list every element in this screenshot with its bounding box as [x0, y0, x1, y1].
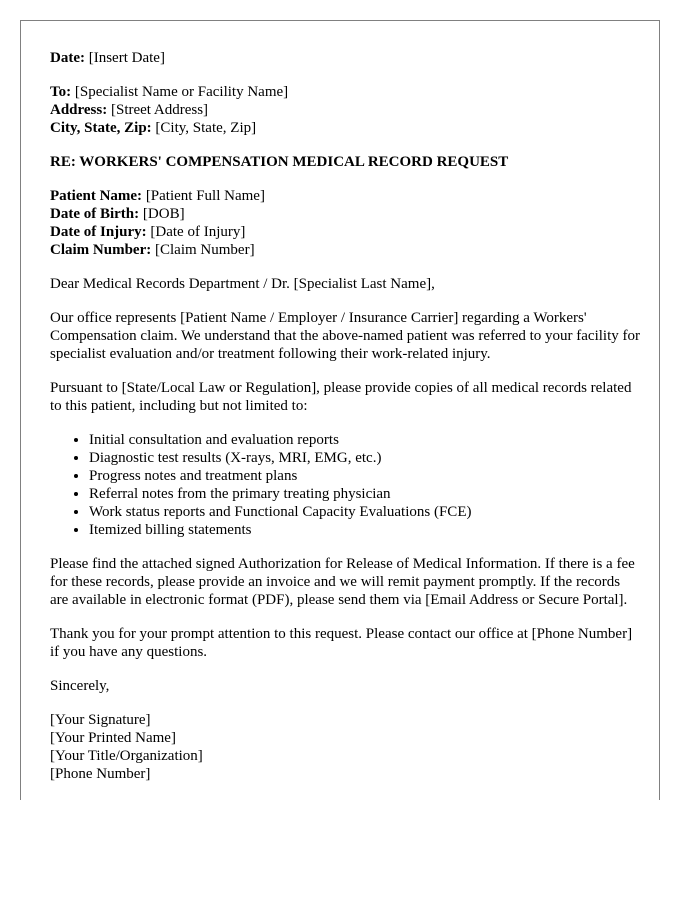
- date-value: [Insert Date]: [88, 50, 165, 66]
- date-of-injury-label: Date of Injury:: [50, 224, 147, 240]
- patient-name-label: Patient Name:: [50, 188, 143, 204]
- intro-paragraph: Our office represents [Patient Name / Employer / Insurance Carrier] regarding a Workers' Compensation claim. We understand that the above-named patient was referred to your facility for specialist evaluation and/or treatment following their work-related injury.: [50, 310, 640, 362]
- city-state-zip-value: [City, State, Zip]: [155, 120, 257, 136]
- claim-number-line: [50, 241, 640, 259]
- patient-name-line: [50, 187, 640, 205]
- date-label: Date:: [50, 50, 85, 66]
- claim-number-value: [Claim Number]: [155, 242, 255, 258]
- signature-line: [Your Signature]: [50, 712, 151, 728]
- request-paragraph: Pursuant to [State/Local Law or Regulation], please provide copies of all medical records related to this patient, including but not limited to:: [50, 380, 632, 414]
- date-line: [50, 49, 640, 67]
- records-list: [50, 431, 640, 539]
- address-line: [50, 101, 640, 119]
- dob-value: [DOB]: [142, 206, 185, 222]
- address-label: Address:: [50, 102, 108, 118]
- to-line: [50, 83, 640, 101]
- recipient-block: [50, 83, 640, 137]
- closing: Sincerely,: [50, 678, 110, 694]
- city-state-zip-line: [50, 119, 640, 137]
- city-state-zip-label: City, State, Zip:: [50, 120, 152, 136]
- list-item: • Referral notes from the primary treating physician: [89, 485, 640, 503]
- to-label: To:: [50, 84, 72, 100]
- list-item: • Work status reports and Functional Capacity Evaluations (FCE): [89, 503, 640, 521]
- address-value: [Street Address]: [110, 102, 209, 118]
- to-value: [Specialist Name or Facility Name]: [74, 84, 289, 100]
- subject-line: RE: WORKERS' COMPENSATION MEDICAL RECORD REQUEST: [50, 154, 509, 170]
- phone-number-line: [Phone Number]: [50, 766, 151, 782]
- date-block: [50, 49, 640, 67]
- title-organization-line: [Your Title/Organization]: [50, 748, 203, 764]
- claim-number-label: Claim Number:: [50, 242, 152, 258]
- salutation: Dear Medical Records Department / Dr. [Specialist Last Name],: [50, 276, 435, 292]
- attachment-paragraph: Please find the attached signed Authorization for Release of Medical Information. If there is a fee for these records, please provide an invoice and we will remit payment promptly. If the records are available in electronic format (PDF), please send them via [Email Address or Secure Portal].: [50, 556, 635, 608]
- patient-name-value: [Patient Full Name]: [145, 188, 265, 204]
- dob-line: [50, 205, 640, 223]
- thanks-paragraph: Thank you for your prompt attention to this request. Please contact our office at [Phone Number] if you have any questions.: [50, 626, 633, 660]
- list-item: • Diagnostic test results (X-rays, MRI, EMG, etc.): [89, 449, 640, 467]
- letter-page: [20, 20, 660, 800]
- patient-info-block: [50, 187, 640, 259]
- list-item: • Itemized billing statements: [89, 521, 640, 539]
- dob-label: Date of Birth:: [50, 206, 140, 222]
- printed-name-line: [Your Printed Name]: [50, 730, 176, 746]
- list-item: • Initial consultation and evaluation reports: [89, 431, 640, 449]
- date-of-injury-value: [Date of Injury]: [150, 224, 246, 240]
- signature-block: [50, 711, 640, 783]
- date-of-injury-line: [50, 223, 640, 241]
- list-item: • Progress notes and treatment plans: [89, 467, 640, 485]
- letter-content: [50, 49, 640, 783]
